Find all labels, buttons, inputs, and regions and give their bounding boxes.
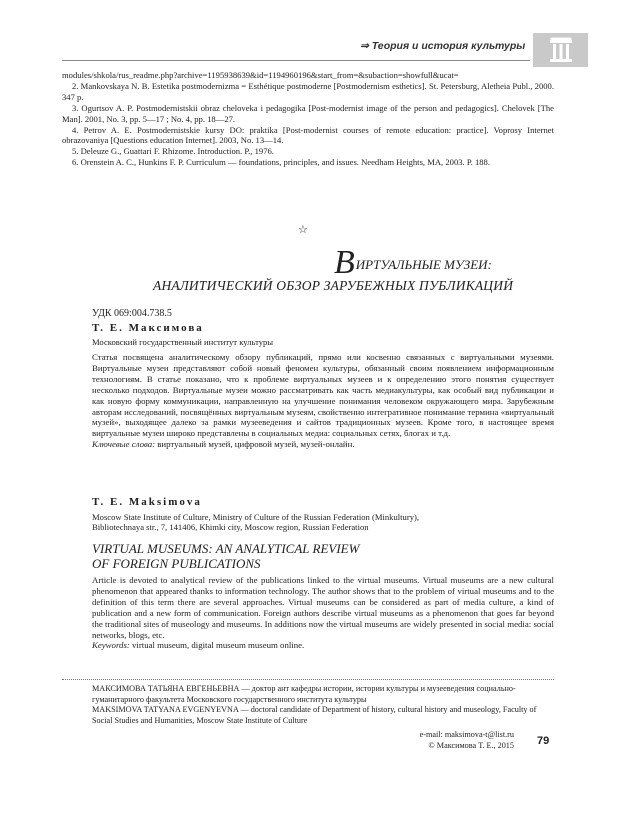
bio-separator [62,679,554,680]
bio-ru: МАКСИМОВА ТАТЬЯНА ЕВГЕНЬЕВНА — доктор ант кафедры истории, истории культуры и музееведения социально-гуманитарного факультета Московского государственного института культуры [92,684,516,704]
reference-item: modules/shkola/rus_readme.php?archive=1195938639&id=1194960196&start_from=&subaction=showfull&ucat= [62,70,459,80]
section-divider-star: ☆ [298,224,308,236]
keywords-ru [92,439,554,450]
author-email[interactable]: e-mail: maksimova-t@list.ru [419,730,514,739]
affiliation-en-line: Moscow State Institute of Culture, Ministry of Culture of the Russian Federation (Minkultury), [92,512,419,522]
article-title [334,244,492,282]
header-rule [62,60,530,61]
title-initial: В [334,244,355,281]
affiliation-en [92,512,552,533]
running-header: ⇒ Теория и история культуры [360,40,526,52]
reference-item: 6. Orenstein A. C., Hunkins F. P. Curriculum — foundations, principles, and issues. Needham Heights, MA, 2003. P. 188. [72,157,490,168]
author-contact [300,730,514,751]
author-name-en: T. E. Maksimova [92,496,202,508]
article-subtitle: АНАЛИТИЧЕСКИЙ ОБЗОР ЗАРУБЕЖНЫХ ПУБЛИКАЦИЙ [153,278,514,293]
abstract-ru [92,352,554,450]
keywords-en-text: virtual museum, digital museum museum online. [129,640,305,651]
reference-item: 2. Mankovskaya N. B. Estetika postmodernizma = Esthétique postmoderne [Postmodernism esthetics]. St. Petersburg, Aletheia Publ., 2000. 347 p. [62,80,554,102]
keywords-en-label: Keywords: [92,640,130,651]
abstract-en [92,575,554,651]
title-rest: ИРТУАЛЬНЫЕ МУЗЕИ: [355,257,492,272]
reference-item: 5. Deleuze G., Guattari F. Rhizome. Introduction. P., 1976. [72,146,274,157]
bio-en: MAKSIMOVA TATYANA EVGENYEVNA — doctoral candidate of Department of history, cultural history and museology, Faculty of Social Studies and Humanities, Moscow State Institute of Culture [92,705,537,725]
udk-code: УДК 069:004.738.5 [92,308,172,319]
title-en-line: VIRTUAL MUSEUMS: AN ANALYTICAL REVIEW [92,541,360,556]
abstract-ru-text: Статья посвящена аналитическому обзору публикаций, прямо или косвенно связанных с виртуальными музеями. Виртуальные музеи представляют собой новый феномен культуры, обязанный своим появлением информационным технологиям. В статье показано, что к проблеме виртуальных музеев и к определению этого понятия существует несколько подходов. Виртуальные музеи можно рассматривать как часть медиакультуры, как особый вид публикации и как новую форму коммуникации, направленную на улучшение понимания человеком окружающего мира. Зарубежным авторам исследований, посвящённых виртуальным музеям, свойственно интегративное понимание термина «виртуальный музей», выходящее далеко за рамки музееведения и сайтов традиционных музеев. Кроме того, в настоящее время виртуальные музеи широко представлены в социальных медиа: социальных сетях, блогах и т.д. [92,352,554,439]
affiliation-ru: Московский государственный институт культуры [92,337,274,347]
reference-item: 3. Ogurtsov A. P. Postmodernistskii obraz cheloveka i pedagogika [Post-modernist image of the person and pedagogics]. Chelovek [The Man]. 2001, No. 3, pp. 5—17 ; No. 4, pp. 18—27. [62,102,554,124]
copyright: © Максимова Т. Е., 2015 [428,740,514,750]
reference-item: 4. Petrov A. E. Postmodernistskie kursy DO: praktika [Post-modernist courses of remote education: practice]. Voprosy Internet obrazovaniya [Questions education Internet]. 2003, No. 13—14. [62,124,554,146]
abstract-en-text: Article is devoted to analytical review of the publications linked to the virtual museums. Virtual museums are a new cultural phenomenon that appeared thanks to information technology. The author shows that to the problem of virtual museums and to the definition of this term there are several approaches. Virtual museums can be considered as part of media culture, a kind of publication and a new form of communication. Foreign authors describe virtual museums as a phenomenon that goes far beyond the traditional sites of museology and museums. In additions now the virtual museums are widely presented in social media: social networks, blogs, etc. [92,575,554,640]
column-logo-icon [548,37,574,63]
affiliation-en-line: Bibliotechnaya str., 7, 141406, Khimki city, Moscow region, Russian Federation [92,522,369,533]
title-en-line: OF FOREIGN PUBLICATIONS [92,555,261,571]
article-title-en [92,542,492,571]
keywords-ru-label: Ключевые слова: [92,439,156,450]
author-name-ru: Т. Е. Максимова [92,322,204,334]
keywords-ru-text: виртуальный музей, цифровой музей, музей-онлайн. [155,439,355,450]
page-number: 79 [537,735,550,747]
keywords-en [92,640,554,651]
reference-list [62,70,554,168]
author-bio [92,684,554,726]
